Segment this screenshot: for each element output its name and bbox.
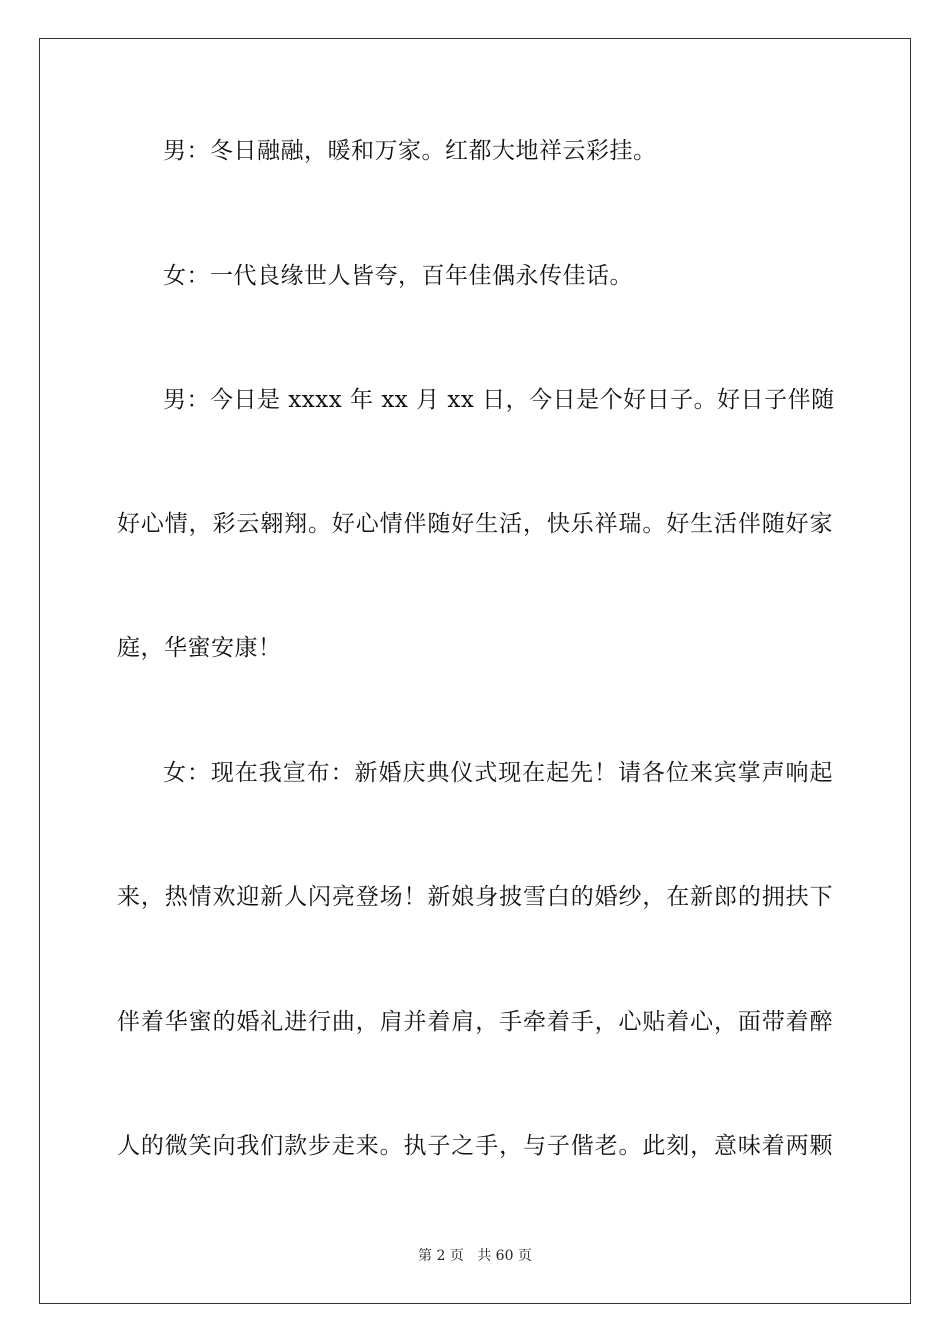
paragraph-line-7: 来，热情欢迎新人闪亮登场！新娘身披雪白的婚纱，在新郎的拥扶下 xyxy=(117,884,833,910)
paragraph-line-6: 女：现在我宣布：新婚庆典仪式现在起先！请各位来宾掌声响起 xyxy=(163,760,833,786)
paragraph-line-4: 好心情，彩云翱翔。好心情伴随好生活，快乐祥瑞。好生活伴随好家 xyxy=(117,511,833,537)
paragraph-line-2: 女：一代良缘世人皆夸，百年佳偶永传佳话。 xyxy=(163,263,633,289)
page-total: 共 60 页 xyxy=(477,1248,532,1264)
page-number: 第 2 页 xyxy=(418,1248,464,1264)
paragraph-line-9: 人的微笑向我们款步走来。执子之手，与子偕老。此刻，意味着两颗 xyxy=(117,1133,833,1159)
page-border xyxy=(39,38,911,1304)
paragraph-line-5: 庭，华蜜安康！ xyxy=(117,635,282,661)
paragraph-line-1: 男：冬日融融，暖和万家。红都大地祥云彩挂。 xyxy=(163,138,657,164)
page-footer xyxy=(0,1247,950,1265)
paragraph-line-3: 男：今日是 xxxx 年 xx 月 xx 日，今日是个好日子。好日子伴随 xyxy=(163,387,835,413)
paragraph-line-8: 伴着华蜜的婚礼进行曲，肩并着肩，手牵着手，心贴着心，面带着醉 xyxy=(117,1009,833,1035)
